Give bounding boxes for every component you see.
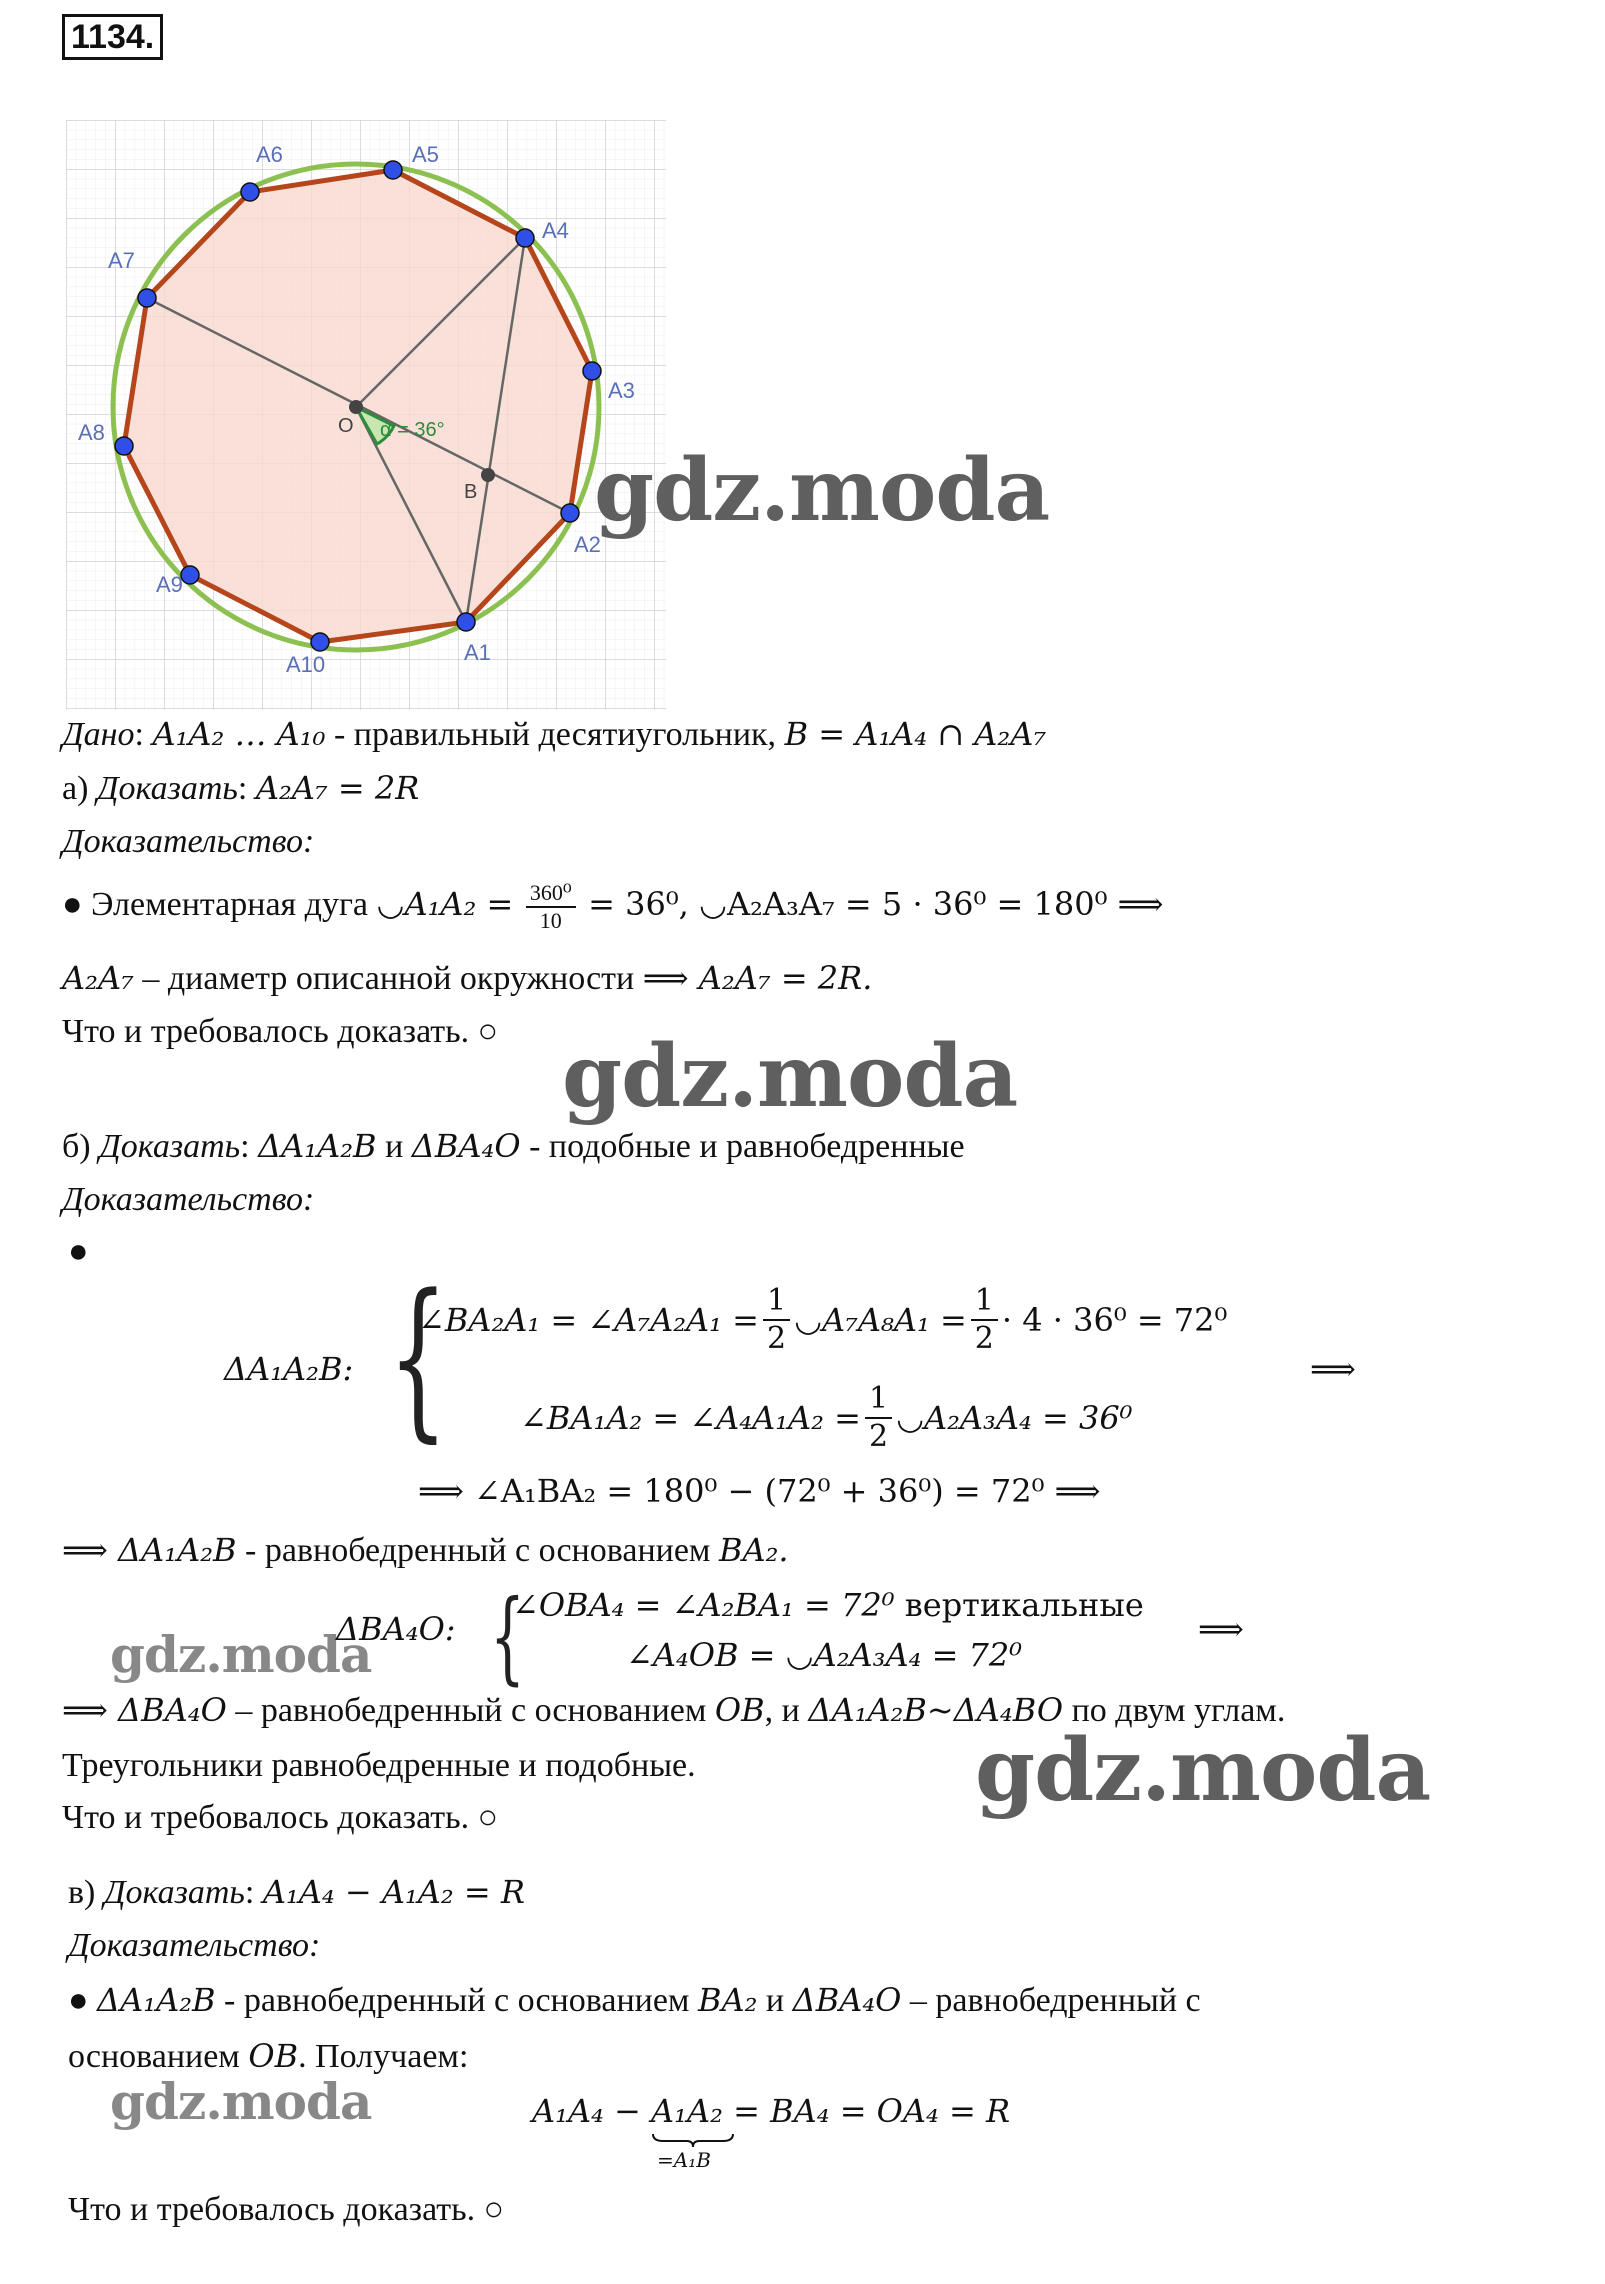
part-a-line-1: [62, 880, 1163, 934]
fraction-denominator: 10: [539, 908, 562, 933]
part-c-prove-label: Доказать: [103, 1874, 245, 1911]
part-c-line-2-text-2: . Получаем:: [298, 2038, 469, 2075]
system-1-row-1-a: ∠BA₂A₁ = ∠A₇A₂A₁ =: [418, 1301, 759, 1339]
part-c-bullet: ●: [68, 1982, 98, 2019]
fraction-one-half: [763, 1283, 790, 1357]
part-a-line-1-text: ● Элементарная дуга: [62, 885, 377, 923]
system-2-row-1: [512, 1586, 1144, 1624]
label-B: B: [464, 481, 478, 503]
point-A3: [583, 362, 601, 380]
part-c-triangle-1: ΔA₁A₂B: [97, 1981, 216, 2019]
part-c-qed: Что и требовалось доказать. ○: [68, 2191, 505, 2228]
system-2-row-2: ∠A₄OB = ◡A₂A₃A₄ = 72⁰: [626, 1636, 1023, 1674]
part-a-diameter: A₂A₇: [62, 959, 134, 997]
part-b-qed: Что и требовалось доказать. ○: [62, 1799, 499, 1836]
point-A9: [181, 566, 199, 584]
watermark: gdz.moda: [594, 440, 1050, 541]
system-1-row-2-a: ∠BA₁A₂ = ∠A₄A₁A₂ =: [520, 1399, 861, 1437]
part-b-bullet: ●: [68, 1233, 89, 1270]
point-A10: [311, 633, 329, 651]
label-A2: A2: [574, 532, 601, 557]
fraction-numerator: 1: [763, 1283, 790, 1321]
point-B: [481, 468, 495, 482]
given-text: - правильный десятиугольник,: [325, 716, 785, 753]
part-a-arc: ◡A₁A₂ =: [376, 884, 514, 923]
point-A5: [384, 161, 402, 179]
angle-sum-line: ⟹ ∠A₁BA₂ = 180⁰ − (72⁰ + 36⁰) = 72⁰ ⟹: [418, 1472, 1101, 1510]
system-2-brace: {: [490, 1578, 525, 1695]
part-c-line-2: [68, 2036, 468, 2077]
conclusion-2-text-3: по двум углам.: [1063, 1692, 1286, 1729]
system-1-row-2-b: ◡A₂A₃A₄ = 36⁰: [896, 1399, 1133, 1437]
part-b-heading: б) Доказать: ΔA₁A₂B и ΔBA₄O - подобные и равнобедренные: [62, 1127, 965, 1165]
label-A1: A1: [464, 640, 491, 665]
watermark: gdz.moda: [562, 1026, 1018, 1127]
part-a-line-2: [62, 958, 872, 999]
proof-label-text: Доказательство: [62, 823, 304, 860]
system-1-row-1-b: ◡A₇A₈A₁ =: [794, 1301, 967, 1339]
conclusion-2-text-2: , и: [764, 1692, 809, 1729]
part-b-triangle-1: ΔA₁A₂B: [258, 1127, 377, 1165]
point-A4: [516, 229, 534, 247]
underbrace: [651, 2132, 735, 2148]
part-b-triangle-2: ΔBA₄O: [411, 1127, 521, 1165]
part-a-prove-label: Доказать: [96, 770, 238, 807]
part-a-statement: A₂A₇ = 2R: [255, 769, 420, 807]
system-2-label: ΔBA₄O:: [336, 1610, 456, 1648]
part-c-line-1: [68, 1980, 1201, 2021]
conclusion-2-triangle: ⟹ ΔBA₄O: [62, 1691, 227, 1729]
label-A3: A3: [608, 378, 635, 403]
part-b-heading-text: - подобные и равнобедренные: [520, 1128, 965, 1165]
label-A7: A7: [108, 248, 135, 273]
equation-part-c: = BA₄ = OA₄ = R: [722, 2092, 1011, 2130]
given-line: Дано: A₁A₂ … A₁₀ - правильный десятиугольник, B = A₁A₄ ∩ A₂A₇: [62, 715, 1047, 753]
conclusion-1-base: BA₂.: [718, 1531, 789, 1569]
point-A7: [138, 289, 156, 307]
point-A1: [457, 613, 475, 631]
underbrace-label: =A₁B: [657, 2148, 711, 2172]
part-c-letter: в): [68, 1874, 96, 1911]
point-A2: [561, 504, 579, 522]
part-b-conclusion-2: [62, 1690, 1285, 1731]
label-A8: A8: [78, 420, 105, 445]
conclusion-1-text: - равнобедренный с основанием: [236, 1532, 719, 1569]
part-a-heading: а) Доказать: A₂A₇ = 2R: [62, 769, 420, 807]
part-b-triangles-line: Треугольники равнобедренные и подобные.: [62, 1747, 696, 1784]
part-c-equation: [532, 2092, 1011, 2172]
fraction-denominator: 2: [974, 1321, 994, 1356]
part-a-result: ⟹ A₂A₇ = 2R.: [642, 959, 873, 997]
fraction-denominator: 2: [868, 1419, 889, 1454]
system-1-label: ΔA₁A₂B:: [224, 1350, 354, 1388]
given-polygon: A₁A₂ … A₁₀: [152, 715, 326, 753]
equation-part-a: A₁A₄ −: [532, 2092, 652, 2130]
point-O: [349, 400, 363, 414]
fraction-one-half: [971, 1283, 998, 1357]
system-2-implies: ⟹: [1198, 1610, 1244, 1648]
part-c-base-1: BA₂: [697, 1981, 758, 2019]
fraction-numerator: 360⁰: [526, 880, 576, 908]
part-c-text-1: - равнобедренный с основанием: [215, 1982, 698, 2019]
part-b-and: и: [376, 1128, 412, 1165]
system-1-brace: {: [388, 1257, 449, 1458]
watermark: gdz.moda: [975, 1720, 1431, 1821]
system-1-row-2: [520, 1378, 1133, 1458]
conclusion-2-text: – равнобедренный с основанием: [226, 1692, 715, 1729]
given-intersection: B = A₁A₄ ∩ A₂A₇: [784, 715, 1047, 753]
label-A9: A9: [156, 572, 183, 597]
part-c-base-2: OB: [248, 2037, 299, 2075]
label-A10: A10: [286, 652, 326, 677]
underbrace-group: [651, 2092, 723, 2172]
part-c-triangle-2: ΔBA₄O: [792, 1981, 902, 2019]
fraction-one-half: [865, 1381, 892, 1455]
equation-part-b: A₁A₂: [651, 2092, 723, 2130]
conclusion-2-similarity: ΔA₁A₂B~ΔA₄BO: [808, 1691, 1064, 1729]
given-label: Дано: [62, 716, 135, 753]
part-a-arc-values: = 36⁰, ◡A₂A₃A₇ = 5 · 36⁰ = 180⁰ ⟹: [588, 884, 1164, 923]
fraction-360-10: [526, 880, 576, 934]
decagon-figure: [66, 120, 666, 710]
system-1-implies: ⟹: [1310, 1350, 1356, 1388]
fraction-numerator: 1: [971, 1283, 998, 1321]
part-c-text-2: и: [757, 1982, 793, 2019]
part-c-proof-label: Доказательство:: [68, 1927, 321, 1964]
label-A6: A6: [256, 142, 283, 167]
system-2-row-1-text: вертикальные: [894, 1586, 1144, 1624]
fraction-denominator: 2: [766, 1321, 787, 1356]
part-b-conclusion-1: [62, 1530, 789, 1571]
watermark: gdz.moda: [110, 2072, 372, 2131]
system-1-row-1: [418, 1280, 1227, 1360]
part-c-statement: A₁A₄ − A₁A₂ = R: [262, 1873, 525, 1911]
point-A8: [115, 437, 133, 455]
proof-label-text: Доказательство: [62, 1181, 304, 1218]
part-c-line-2-text: основанием: [68, 2038, 249, 2075]
part-a-letter: а): [62, 770, 89, 807]
conclusion-1-triangle: ⟹ ΔA₁A₂B: [62, 1531, 237, 1569]
part-b-letter: б): [62, 1128, 91, 1165]
part-a-qed: Что и требовалось доказать. ○: [62, 1013, 499, 1050]
label-A4: A4: [542, 218, 569, 243]
part-b-proof-label: Доказательство:: [62, 1181, 315, 1218]
system-1-row-1-c: · 4 · 36⁰ = 72⁰: [1001, 1301, 1228, 1339]
part-c-heading: в) Доказать: A₁A₄ − A₁A₂ = R: [68, 1873, 525, 1911]
fraction-numerator: 1: [865, 1381, 892, 1419]
problem-number: 1134.: [62, 14, 163, 60]
part-a-line-2-text: – диаметр описанной окружности: [133, 960, 643, 997]
system-2-row-1-formula: ∠OBA₄ = ∠A₂BA₁ = 72⁰: [512, 1586, 895, 1624]
part-b-prove-label: Доказать: [99, 1128, 241, 1165]
conclusion-2-base: OB: [714, 1691, 765, 1729]
label-A5: A5: [412, 142, 439, 167]
part-a-proof-label: Доказательство:: [62, 823, 315, 860]
watermark: gdz.moda: [110, 1625, 372, 1684]
angle-label: α = 36°: [380, 419, 445, 441]
point-A6: [241, 183, 259, 201]
label-O: O: [338, 415, 354, 437]
part-c-text-3: – равнобедренный с: [901, 1982, 1201, 2019]
proof-label-text: Доказательство: [68, 1927, 310, 1964]
